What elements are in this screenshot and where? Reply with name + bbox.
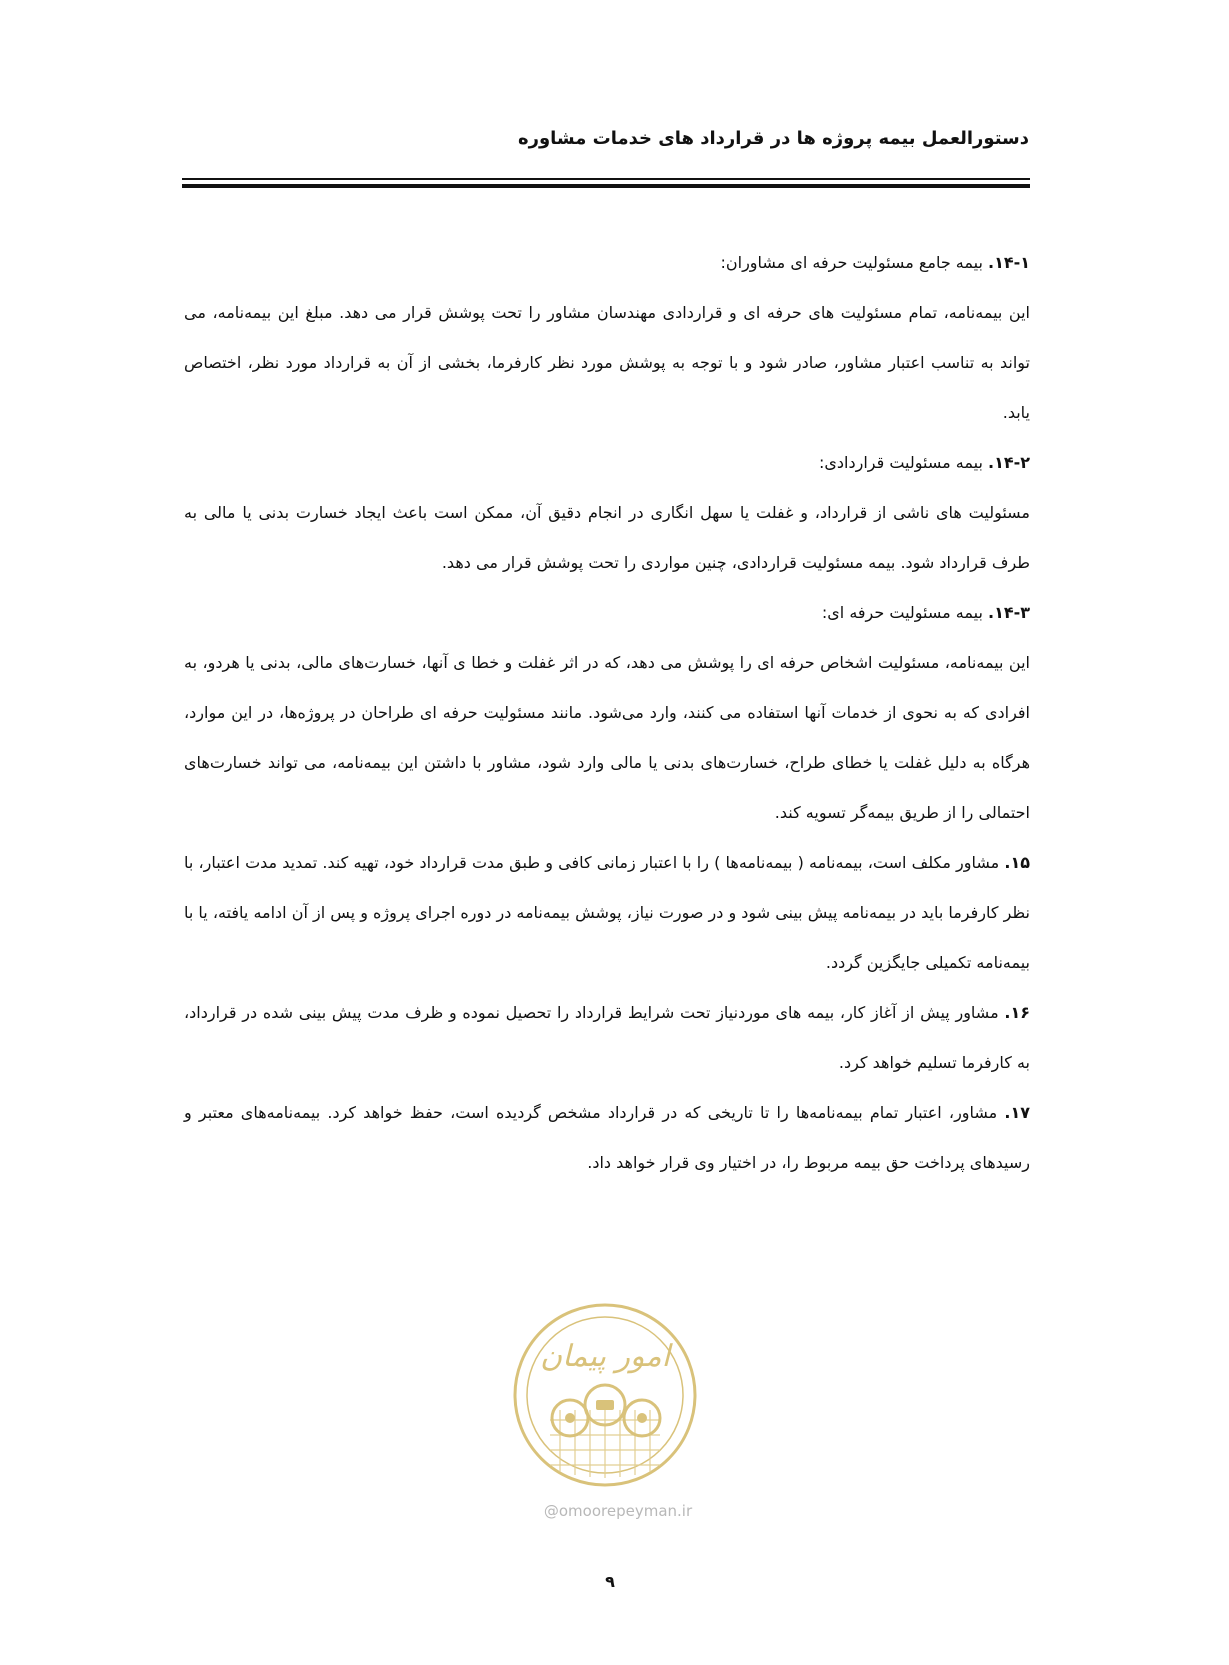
watermark-handle: @omoorepeyman.ir: [543, 1502, 693, 1520]
clause-number: ۱۶.: [1004, 1003, 1030, 1022]
section-title: بیمه جامع مسئولیت حرفه ای مشاوران:: [720, 253, 988, 272]
omoor-peyman-seal-logo: [510, 1300, 700, 1490]
section-body-14-1: این بیمه‌نامه، تمام مسئولیت های حرفه ای و قراردادی مهندسان مشاور را تحت پوشش قرار می دهد. مبلغ این بیمه‌نامه، می تواند به تناسب اعتبار مشاور، صادر شود و با توجه به پوشش مورد نظر کارفرما، بخشی از آن به قرارداد مورد نظر، اختصاص یابد.: [184, 303, 1030, 422]
section-title: بیمه مسئولیت حرفه ای:: [821, 603, 988, 622]
section-body-14-3: این بیمه‌نامه، مسئولیت اشخاص حرفه ای را پوشش می دهد، که در اثر غفلت و خطا ی آنها، خسارت‌های مالی، بدنی یا هردو، به افرادی که به نحوی از خدمات آنها استفاده می کنند، وارد می‌شود. مانند مسئولیت حرفه ای طراحان در پروژه‌ها، در این موارد، هرگاه به دلیل غفلت یا خطای طراح، خسارت‌های بدنی یا مالی وارد شود، مشاور با داشتن این بیمه‌نامه، می تواند خسارت‌های احتمالی را از طریق بیمه‌گر تسویه کند.: [184, 653, 1030, 822]
section-number: ۱۴-۲.: [987, 453, 1030, 472]
section-title: بیمه مسئولیت قراردادی:: [819, 453, 988, 472]
section-number: ۱۴-۳.: [987, 603, 1030, 622]
section-number: ۱۴-۱.: [987, 253, 1030, 272]
clause-text: مشاور پیش از آغاز کار، بیمه های موردنیاز تحت شرایط قرارداد را تحصیل نموده و ظرف مدت پیش بینی شده در قرارداد، به کارفرما تسلیم خواهد کرد.: [184, 1003, 1030, 1072]
clause-17: [184, 1088, 1030, 1188]
section-heading-14-3: [184, 588, 1030, 638]
page-number: ۹: [605, 1572, 615, 1591]
clause-text: مشاور، اعتبار تمام بیمه‌نامه‌ها را تا تاریخی که در قرارداد مشخص گردیده است، حفظ خواهد کرد. بیمه‌نامه‌های معتبر و رسیدهای پرداخت حق بیمه مربوط را، در اختیار وی قرار خواهد داد.: [184, 1103, 1030, 1172]
seal-calligraphy: امور پیمان: [540, 1339, 670, 1374]
section-heading-14-1: [184, 238, 1030, 288]
document-body: [184, 238, 1030, 1188]
clause-number: ۱۷.: [1004, 1103, 1030, 1122]
clause-16: [184, 988, 1030, 1088]
section-body-14-2: مسئولیت های ناشی از قرارداد، و غفلت یا سهل انگاری در انجام دقیق آن، ممکن است باعث ایجاد خسارت بدنی یا مالی به طرف قرارداد شود. بیمه مسئولیت قراردادی، چنین مواردی را تحت پوشش قرار می دهد.: [184, 503, 1030, 572]
clause-number: ۱۵.: [1004, 853, 1030, 872]
header-divider-thick: [182, 184, 1030, 188]
clause-15: [184, 838, 1030, 988]
clause-text: مشاور مکلف است، بیمه‌نامه ( بیمه‌نامه‌ها ) را با اعتبار زمانی کافی و طبق مدت قرارداد خود، تهیه کند. تمدید مدت اعتبار، با نظر کارفرما باید در بیمه‌نامه پیش بینی شود و در صورت نیاز، پوشش بیمه‌نامه در دوره اجرای پروژه و پس از آن ادامه یافته، یا با بیمه‌نامه تکمیلی جایگزین گردد.: [184, 853, 1030, 972]
section-heading-14-2: [184, 438, 1030, 488]
page-header-title: دستورالعمل بیمه پروژه ها در قرارداد های خدمات مشاوره: [517, 128, 1029, 149]
header-divider-thin: [182, 178, 1030, 180]
